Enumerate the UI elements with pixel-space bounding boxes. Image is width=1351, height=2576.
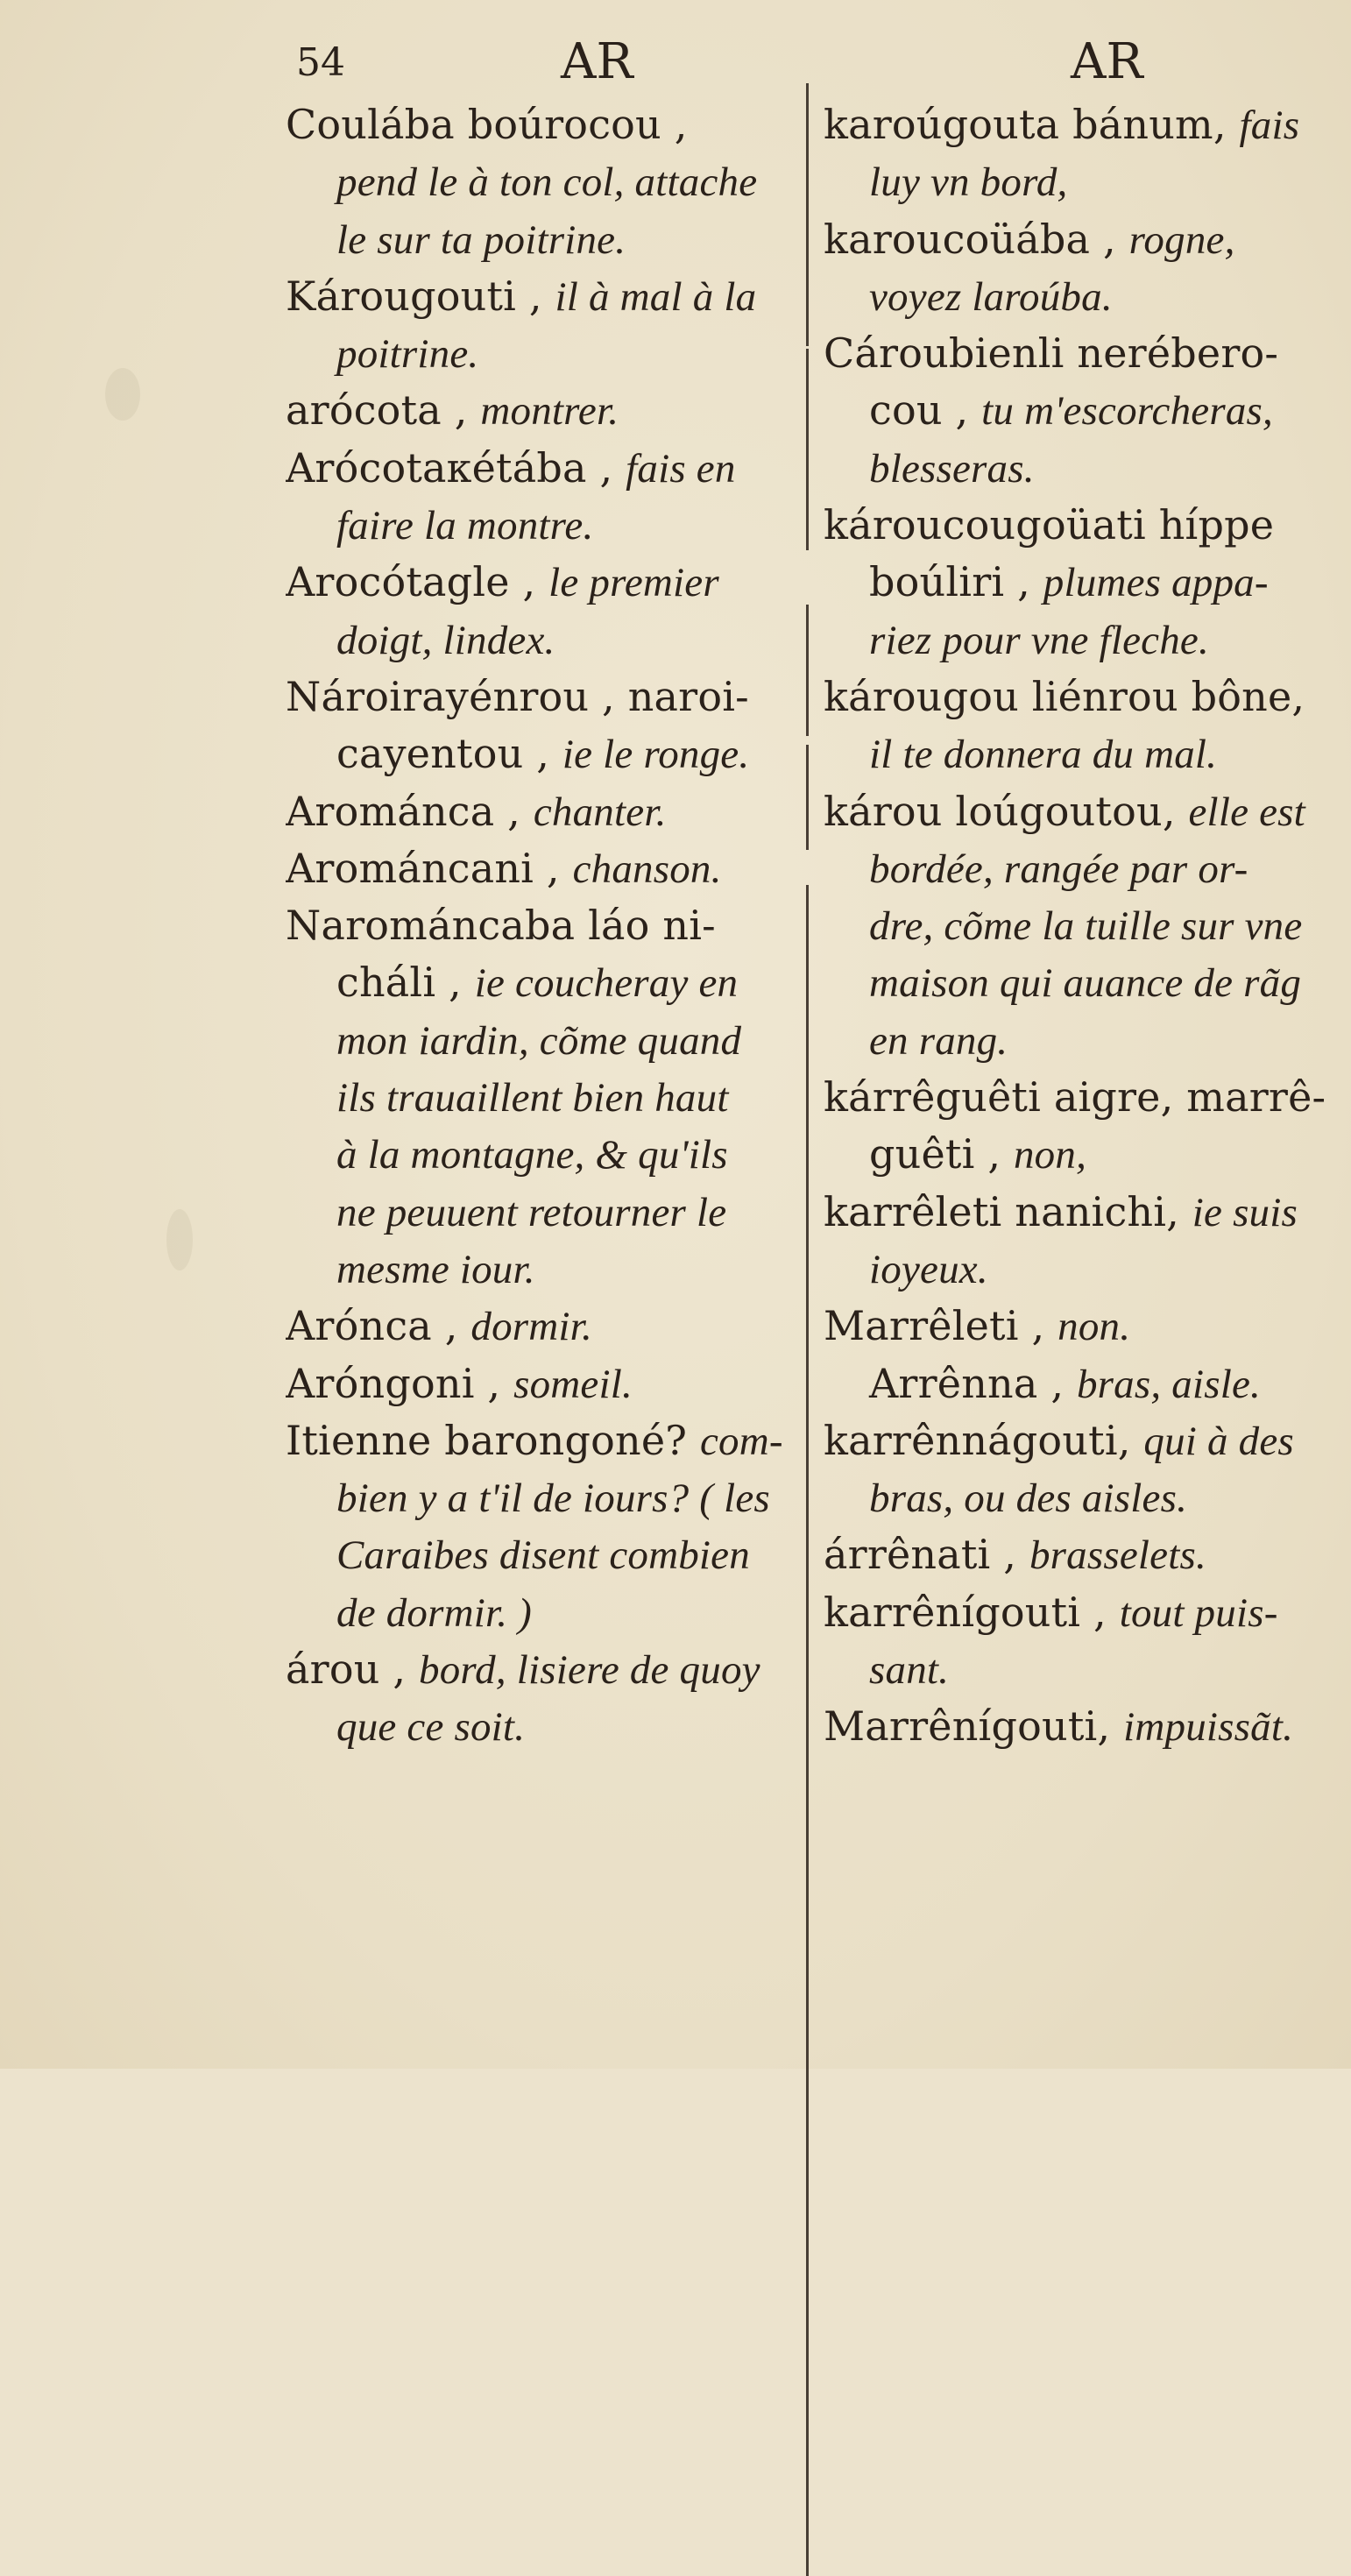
- french-gloss: ne peuuent retourner le: [336, 1189, 727, 1235]
- dictionary-line: [286, 1584, 804, 1641]
- headword: Marrêleti ,: [824, 1302, 1045, 1350]
- headword: Arócotaкétába ,: [286, 443, 613, 492]
- dictionary-line: [824, 153, 1332, 210]
- left-column: [286, 96, 804, 1756]
- french-gloss: pend le à ton col, attache: [336, 159, 758, 206]
- dictionary-line: [824, 612, 1332, 669]
- dictionary-line: [824, 440, 1332, 497]
- french-gloss: ie le ronge.: [562, 732, 750, 778]
- dictionary-line: [824, 96, 1332, 153]
- dictionary-line: [286, 725, 804, 782]
- french-gloss: voyez laroúba.: [869, 273, 1113, 320]
- dictionary-line: [286, 1641, 804, 1698]
- french-gloss: fais: [1239, 103, 1300, 148]
- dictionary-line: [824, 268, 1332, 325]
- paper-stain: [105, 368, 140, 421]
- french-gloss: bord, lisiere de quoy: [419, 1647, 760, 1694]
- french-gloss: mesme iour.: [336, 1246, 535, 1292]
- french-gloss: someil.: [513, 1361, 633, 1407]
- headword: karrênnágouti,: [824, 1416, 1131, 1464]
- french-gloss: faire la montre.: [336, 503, 594, 549]
- french-gloss: chanson.: [572, 846, 722, 892]
- dictionary-line: [824, 325, 1332, 382]
- french-gloss: que ce soit.: [336, 1704, 526, 1751]
- dictionary-line: [824, 897, 1332, 954]
- dictionary-line: [824, 954, 1332, 1011]
- dictionary-line: [824, 382, 1332, 439]
- dictionary-line: [824, 1069, 1332, 1126]
- page-number: 54: [296, 40, 345, 85]
- french-gloss: non,: [1013, 1132, 1087, 1178]
- dictionary-line: [286, 1184, 804, 1241]
- headword: cháli ,: [336, 959, 462, 1007]
- dictionary-line: [286, 1698, 804, 1755]
- dictionary-line: [824, 497, 1332, 554]
- dictionary-line: [286, 783, 804, 840]
- dictionary-line: [286, 954, 804, 1011]
- dictionary-line: [824, 1355, 1332, 1412]
- dictionary-line: [286, 1012, 804, 1069]
- french-gloss: il à mal à la: [555, 273, 757, 320]
- french-gloss: mon iardin, cõme quand: [336, 1017, 742, 1064]
- french-gloss: rogne,: [1128, 216, 1235, 263]
- french-gloss: Caraibes disent combien: [336, 1532, 750, 1579]
- headword: karrêleti nanichi,: [824, 1187, 1179, 1235]
- french-gloss: riez pour vne fleche.: [869, 617, 1209, 663]
- dictionary-line: [824, 1698, 1332, 1755]
- dictionary-line: [286, 1069, 804, 1126]
- right-column: [824, 96, 1332, 1756]
- french-gloss: fais en: [626, 445, 736, 492]
- french-gloss: ie coucheray en: [474, 960, 739, 1007]
- dictionary-line: [286, 1412, 804, 1469]
- dictionary-line: [824, 1641, 1332, 1698]
- french-gloss: à la montagne, & qu'ils: [336, 1132, 728, 1178]
- french-gloss: plumes appa-: [1043, 560, 1269, 606]
- dictionary-line: [824, 554, 1332, 611]
- french-gloss: non.: [1057, 1304, 1131, 1350]
- dictionary-line: [286, 1355, 804, 1412]
- headword: kárrêguêti aigre, marrê-: [824, 1073, 1326, 1122]
- dictionary-line: [824, 1241, 1332, 1298]
- dictionary-line: [824, 1584, 1332, 1641]
- headword: karoucoüába ,: [824, 215, 1116, 263]
- headword: károugou liénrou bône,: [824, 672, 1305, 720]
- dictionary-line: [286, 897, 804, 954]
- french-gloss: com-: [699, 1418, 783, 1464]
- running-head-right: AR: [1071, 33, 1143, 90]
- french-gloss: ie suis: [1192, 1189, 1298, 1235]
- headword: Arrênna ,: [869, 1359, 1065, 1407]
- french-gloss: dormir.: [470, 1304, 592, 1350]
- french-gloss: chanter.: [533, 789, 667, 835]
- dictionary-line: [824, 725, 1332, 782]
- headword: Nároirayénrou , naroi-: [286, 672, 749, 720]
- french-gloss: bien y a t'il de iours? ( les: [336, 1476, 770, 1522]
- headword: árrênati ,: [824, 1531, 1017, 1579]
- headword: guêti ,: [869, 1130, 1001, 1178]
- headword: Itienne barongoné?: [286, 1416, 688, 1464]
- page-header: [0, 33, 1351, 103]
- headword: Coulába boúrocou ,: [286, 101, 688, 148]
- french-gloss: doigt, lindex.: [336, 617, 555, 663]
- french-gloss: ioyeux.: [869, 1246, 988, 1292]
- french-gloss: bordée, rangée par or-: [869, 846, 1248, 892]
- headword: Károugouti ,: [286, 272, 542, 320]
- running-head-left: AR: [561, 33, 633, 90]
- dictionary-line: [824, 1126, 1332, 1183]
- french-gloss: impuissãt.: [1123, 1704, 1294, 1751]
- dictionary-line: [286, 1241, 804, 1298]
- dictionary-line: [824, 1298, 1332, 1355]
- french-gloss: de dormir. ): [336, 1589, 533, 1636]
- dictionary-line: [286, 268, 804, 325]
- french-gloss: tout puis-: [1119, 1589, 1278, 1636]
- headword: árou ,: [286, 1645, 407, 1694]
- french-gloss: le sur ta poitrine.: [336, 216, 626, 263]
- column-rule: [806, 83, 809, 346]
- headword: károu loúgoutou,: [824, 787, 1176, 835]
- headword: Narománcaba láo ni-: [286, 902, 716, 950]
- headword: karoúgouta bánum,: [824, 101, 1227, 148]
- french-gloss: en rang.: [869, 1017, 1008, 1064]
- column-rule: [806, 605, 809, 736]
- french-gloss: bras, aisle.: [1076, 1361, 1261, 1407]
- dictionary-line: [286, 554, 804, 611]
- french-gloss: dre, cõme la tuille sur vne: [869, 903, 1303, 950]
- french-gloss: le premier: [548, 560, 719, 606]
- dictionary-line: [286, 1298, 804, 1355]
- french-gloss: blesseras.: [869, 445, 1035, 492]
- dictionary-line: [824, 1012, 1332, 1069]
- french-gloss: maison qui auance de rãg: [869, 960, 1302, 1007]
- dictionary-line: [824, 669, 1332, 725]
- headword: károucougoüati híppe: [824, 501, 1275, 549]
- dictionary-line: [824, 1412, 1332, 1469]
- headword: Cároubienli nerébero-: [824, 329, 1279, 378]
- french-gloss: sant.: [869, 1647, 950, 1694]
- column-rule: [806, 349, 809, 550]
- dictionary-line: [286, 153, 804, 210]
- headword: boúliri ,: [869, 558, 1030, 606]
- dictionary-line: [286, 96, 804, 153]
- headword: Marrênígouti,: [824, 1702, 1111, 1751]
- column-rule: [806, 745, 809, 850]
- dictionary-line: [286, 1526, 804, 1583]
- french-gloss: brasselets.: [1029, 1532, 1206, 1579]
- dictionary-line: [286, 382, 804, 439]
- headword: Arománcani ,: [286, 844, 560, 892]
- headword: Arónca ,: [286, 1302, 458, 1350]
- french-gloss: tu m'escorcheras,: [981, 388, 1273, 435]
- headword: Arocótagle ,: [286, 558, 536, 606]
- headword: cou ,: [869, 386, 969, 435]
- dictionary-line: [824, 1469, 1332, 1526]
- dictionary-line: [286, 840, 804, 897]
- dictionary-line: [286, 440, 804, 497]
- paper-stain: [166, 1209, 193, 1270]
- dictionary-line: [286, 612, 804, 669]
- column-rule: [806, 885, 809, 2576]
- headword: karrênígouti ,: [824, 1588, 1107, 1636]
- french-gloss: ils trauaillent bien haut: [336, 1075, 729, 1122]
- dictionary-line: [286, 669, 804, 725]
- dictionary-line: [824, 840, 1332, 897]
- dictionary-line: [824, 783, 1332, 840]
- dictionary-line: [286, 325, 804, 382]
- dictionary-line: [824, 211, 1332, 268]
- dictionary-line: [286, 1469, 804, 1526]
- dictionary-line: [824, 1526, 1332, 1583]
- headword: cayentou ,: [336, 730, 550, 778]
- headword: arócota ,: [286, 386, 468, 435]
- french-gloss: luy vn bord,: [869, 159, 1068, 206]
- french-gloss: elle est: [1188, 789, 1305, 835]
- dictionary-line: [286, 211, 804, 268]
- french-gloss: montrer.: [480, 388, 619, 435]
- dictionary-line: [286, 1126, 804, 1183]
- french-gloss: bras, ou des aisles.: [869, 1476, 1188, 1522]
- french-gloss: poitrine.: [336, 331, 479, 378]
- dictionary-line: [824, 1184, 1332, 1241]
- headword: Aróngoni ,: [286, 1359, 501, 1407]
- dictionary-line: [286, 497, 804, 554]
- french-gloss: il te donnera du mal.: [869, 732, 1218, 778]
- headword: Arománca ,: [286, 787, 521, 835]
- french-gloss: qui à des: [1143, 1418, 1294, 1464]
